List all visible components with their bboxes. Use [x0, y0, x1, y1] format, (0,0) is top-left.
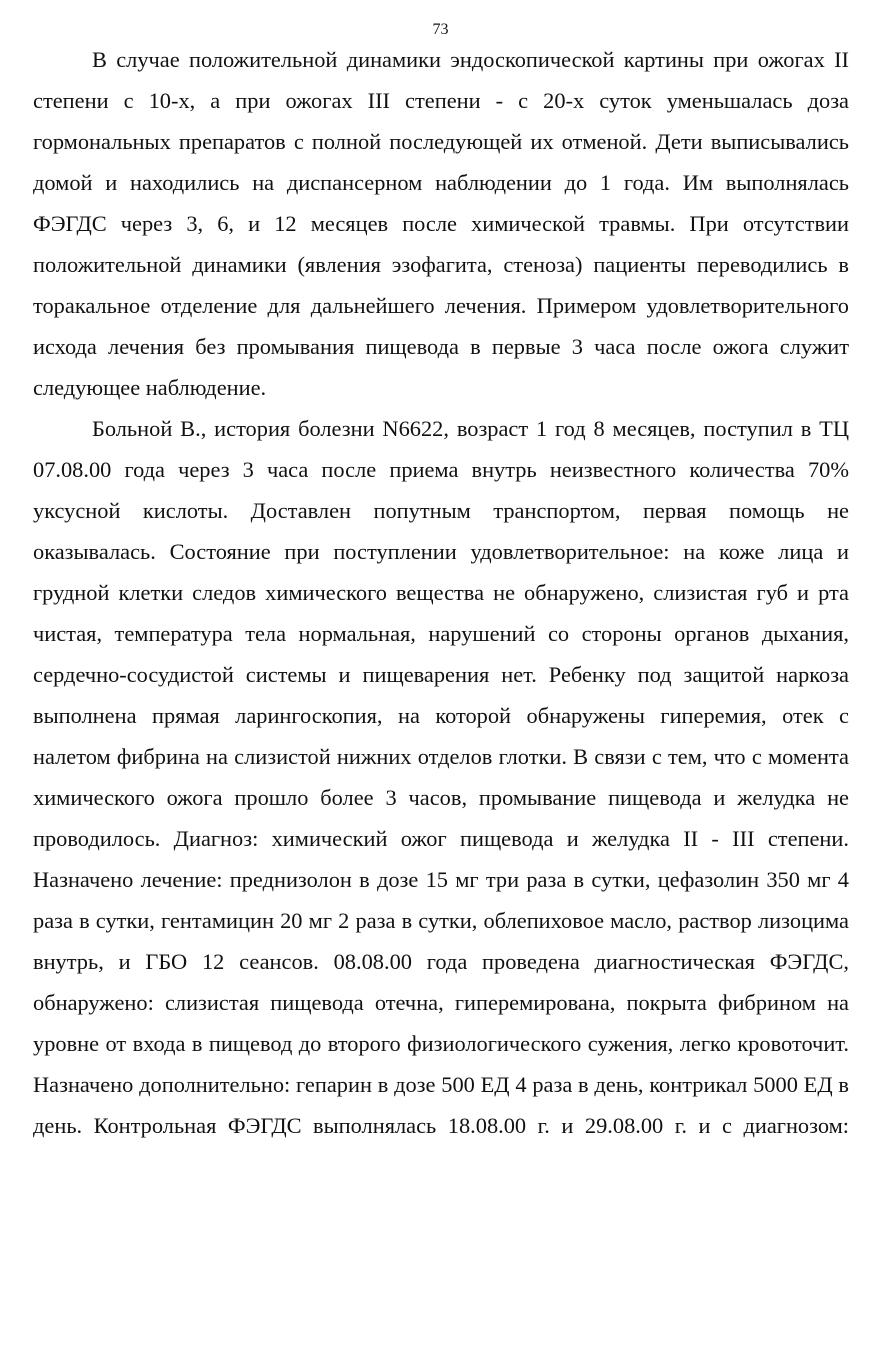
page-number: 73: [432, 21, 449, 38]
body-text: [33, 39, 849, 1146]
paragraph-discharge-followup: В случае положительной динамики эндоскопической картины при ожогах II степени с 10-х, а при ожогах III степени - с 20-х суток уменьшалась доза гормональных препаратов с полной последующей их отменой. Дети выписывались домой и находились на диспансерном наблюдении до 1 года. Им выполнялась ФЭГДС через 3, 6, и 12 месяцев после химической травмы. При отсутствии положительной динамики (явления эзофагита, стеноза) пациенты переводились в торакальное отделение для дальнейшего лечения. Примером удовлетворительного исхода лечения без промывания пищевода в первые 3 часа после ожога служит следующее наблюдение.: [33, 47, 849, 400]
paragraph-case-report: Больной В., история болезни N6622, возраст 1 год 8 месяцев, поступил в ТЦ 07.08.00 года через 3 часа после приема внутрь неизвестного количества 70% уксусной кислоты. Доставлен попутным транспортом, первая помощь не оказывалась. Состояние при поступлении удовлетворительное: на коже лица и грудной клетки следов химического вещества не обнаружено, слизистая губ и рта чистая, температура тела нормальная, нарушений со стороны органов дыхания, сердечно-сосудистой системы и пищеварения нет. Ребенку под защитой наркоза выполнена прямая ларингоскопия, на которой обнаружены гиперемия, отек с налетом фибрина на слизистой нижних отделов глотки. В связи с тем, что с момента химического ожога прошло более 3 часов, промывание пищевода и желудка не проводилось. Диагноз: химический ожог пищевода и желудка II - III степени. Назначено лечение: преднизолон в дозе 15 мг три раза в сутки, цефазолин 350 мг 4 раза в сутки, гентамицин 20 мг 2 раза в сутки, облепиховое масло, раствор лизоцима внутрь, и ГБО 12 сеансов. 08.08.00 года проведена диагностическая ФЭГДС, обнаружено: слизистая пищевода отечна, гиперемирована, покрыта фибрином на уровне от входа в пищевод до второго физиологического сужения, легко кровоточит. Назначено дополнительно: гепарин в дозе 500 ЕД 4 раза в день, контрикал 5000 ЕД в день. Контрольная ФЭГДС выполнялась 18.08.00 г. и 29.08.00 г. и с диагнозом:: [33, 416, 849, 1138]
